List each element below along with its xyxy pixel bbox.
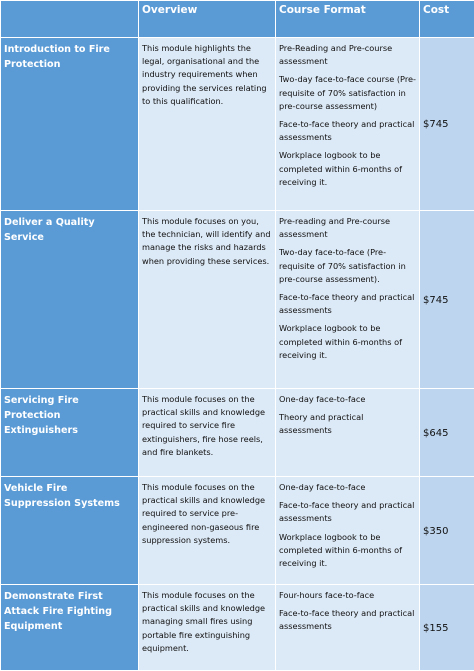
- module-overview: This module focuses on the practical skills and knowledge required to service pre-engineered non-gaseous fire suppression systems.: [139, 477, 276, 585]
- module-name: Deliver a Quality Service: [1, 211, 139, 389]
- header-cost: Cost: [420, 1, 474, 38]
- format-item: One-day face-to-face: [279, 481, 416, 494]
- format-item: Workplace logbook to be completed within 6-months of receiving it.: [279, 149, 416, 189]
- module-cost: $350: [420, 477, 474, 585]
- module-name: Demonstrate First Attack Fire Fighting Equipment: [1, 585, 139, 671]
- table-row: [1, 38, 474, 211]
- module-name: Vehicle Fire Suppression Systems: [1, 477, 139, 585]
- course-format-cell: [276, 389, 420, 477]
- format-item: Four-hours face-to-face: [279, 589, 416, 602]
- format-item: Pre-Reading and Pre-course assessment: [279, 42, 416, 68]
- format-item: One-day face-to-face: [279, 393, 416, 406]
- table-row: [1, 585, 474, 671]
- course-format-cell: [276, 585, 420, 671]
- table-row: [1, 389, 474, 477]
- format-item: Workplace logbook to be completed within 6-months of receiving it.: [279, 531, 416, 571]
- module-cost: $155: [420, 585, 474, 671]
- course-format-cell: [276, 477, 420, 585]
- course-format-cell: [276, 211, 420, 389]
- format-item: Pre-reading and Pre-course assessment: [279, 215, 416, 241]
- format-item: Theory and practical assessments: [279, 411, 416, 437]
- table-row: [1, 477, 474, 585]
- module-cost: $745: [420, 38, 474, 211]
- format-item: Face-to-face theory and practical assessments: [279, 499, 416, 525]
- module-overview: This module highlights the legal, organisational and the industry requirements when providing the services relating to this qualification.: [139, 38, 276, 211]
- header-overview: Overview: [139, 1, 276, 38]
- module-cost: $645: [420, 389, 474, 477]
- module-name: Servicing Fire Protection Extinguishers: [1, 389, 139, 477]
- module-overview: This module focuses on the practical skills and knowledge required to service fire extinguishers, fire hose reels, and fire blankets.: [139, 389, 276, 477]
- format-item: Face-to-face theory and practical assessments: [279, 118, 416, 144]
- header-row: [1, 1, 474, 38]
- format-item: Face-to-face theory and practical assessments: [279, 291, 416, 317]
- table-row: [1, 211, 474, 389]
- format-item: Face-to-face theory and practical assessments: [279, 607, 416, 633]
- module-overview: This module focuses on you, the technician, will identify and manage the risks and hazards when providing these services.: [139, 211, 276, 389]
- header-course-format: Course Format: [276, 1, 420, 38]
- module-overview: This module focuses on the practical skills and knowledge managing small fires using portable fire extinguishing equipment.: [139, 585, 276, 671]
- format-item: Two-day face-to-face (Pre-requisite of 70% satisfaction in pre-course assessment).: [279, 246, 416, 286]
- format-item: Workplace logbook to be completed within 6-months of receiving it.: [279, 322, 416, 362]
- format-item: Two-day face-to-face course (Pre-requisite of 70% satisfaction in pre-course assessment): [279, 73, 416, 113]
- header-corner: [1, 1, 139, 38]
- module-cost: $745: [420, 211, 474, 389]
- course-format-cell: [276, 38, 420, 211]
- module-name: Introduction to Fire Protection: [1, 38, 139, 211]
